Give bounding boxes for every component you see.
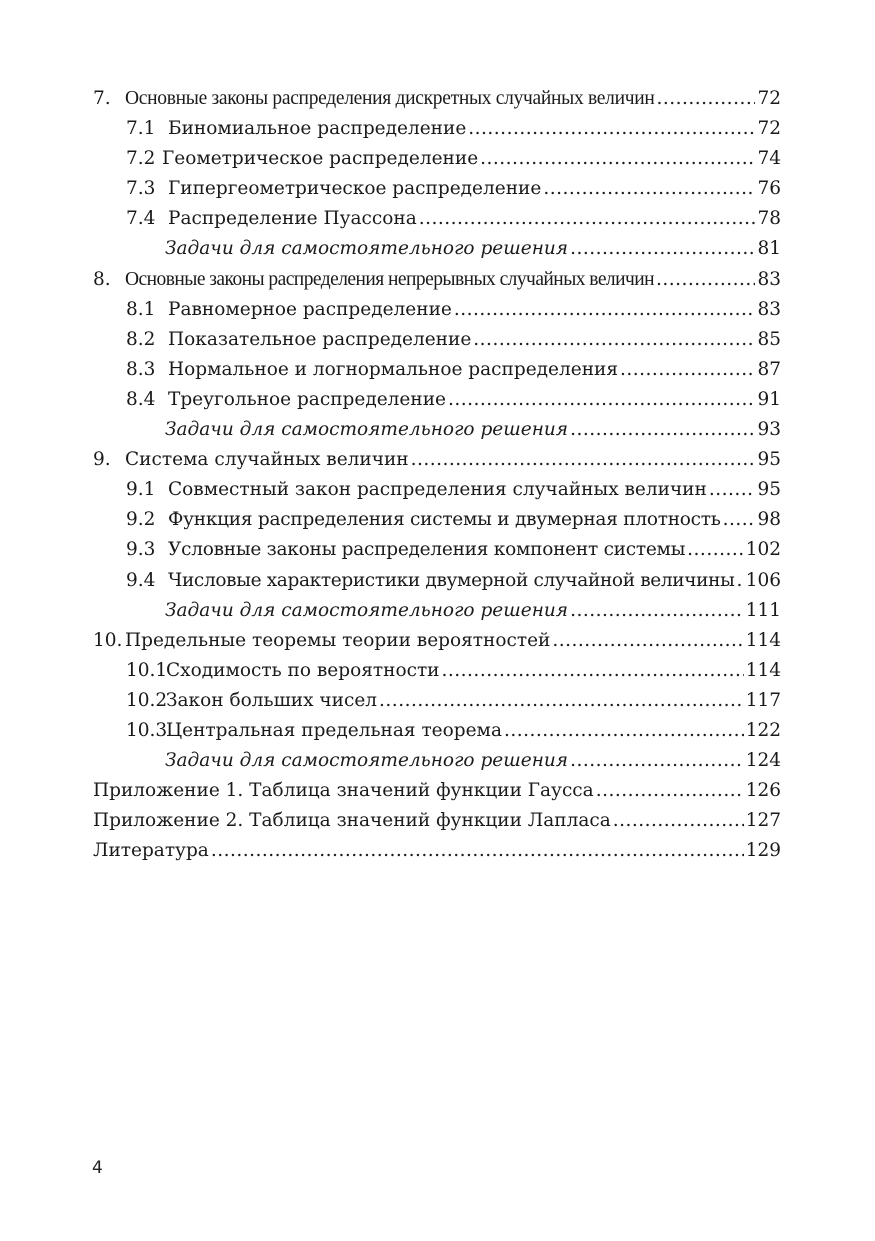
toc-entry-page: 95 — [757, 479, 781, 501]
toc-entry[interactable] — [93, 776, 781, 806]
toc-entry-page: 129 — [745, 840, 781, 862]
toc-entry[interactable] — [93, 716, 781, 746]
toc-entry[interactable] — [93, 144, 781, 174]
toc-entry-title: Биномиальное распределение — [168, 118, 467, 140]
toc-entry-page: 124 — [745, 750, 781, 772]
toc-leader-dots — [656, 265, 755, 295]
toc-entry-title: Условные законы распределения компонент системы — [168, 539, 686, 561]
toc-entry-title: Задачи для самостоятельного решения — [165, 599, 569, 621]
toc-entry-page: 126 — [745, 780, 781, 802]
toc-leader-dots — [657, 84, 756, 114]
toc-entry-page: 127 — [745, 810, 781, 832]
toc-entry-number: 9.3 — [126, 539, 156, 561]
toc-entry-page: 114 — [745, 659, 781, 681]
toc-leader-dots — [543, 174, 755, 204]
toc-entry-title: Приложение 1. Таблица значений функции Гаусса — [93, 780, 594, 802]
toc-entry-number: 10.2 — [126, 689, 168, 711]
toc-entry[interactable] — [93, 505, 781, 535]
toc-entry-title: Треугольное распределение — [168, 388, 446, 410]
toc-entry-page: 78 — [757, 208, 781, 230]
toc-entry-page: 98 — [757, 509, 781, 531]
toc-entry-title: Показательное распределение — [168, 328, 472, 350]
toc-entry-title: Задачи для самостоятельного решения — [165, 238, 569, 260]
toc-entry-title: Основные законы распределения непрерывных случайных величин — [125, 268, 655, 290]
toc-entry[interactable] — [93, 566, 781, 596]
toc-entry-page: 106 — [745, 569, 781, 591]
toc-entry-title: Задачи для самостоятельного решения — [165, 750, 569, 772]
toc-entry-number: 9.2 — [126, 509, 156, 531]
toc-entry-page: 72 — [757, 88, 781, 109]
toc-entry-page: 83 — [757, 298, 781, 320]
toc-entry[interactable] — [93, 234, 781, 264]
toc-leader-dots — [419, 204, 756, 234]
toc-entry[interactable] — [93, 686, 781, 716]
toc-leader-dots — [379, 686, 744, 716]
toc-entry-number: 10. — [93, 629, 123, 651]
toc-leader-dots — [442, 656, 744, 686]
toc-entry-title: Литература — [93, 840, 209, 862]
toc-leader-dots — [473, 325, 755, 355]
toc-entry[interactable] — [93, 656, 781, 686]
toc-leader-dots — [687, 535, 744, 565]
toc-entry-page: 102 — [745, 539, 781, 561]
toc-leader-dots — [570, 234, 755, 264]
toc-leader-dots — [723, 505, 756, 535]
toc-entry[interactable] — [93, 836, 781, 866]
toc-entry-number: 8. — [93, 268, 111, 290]
toc-leader-dots — [448, 385, 755, 415]
toc-entry-title: Сходимость по вероятности — [166, 659, 440, 681]
toc-entry[interactable] — [93, 295, 781, 325]
toc-entry[interactable] — [93, 325, 781, 355]
toc-entry[interactable] — [93, 445, 781, 475]
toc-leader-dots — [709, 475, 756, 505]
toc-entry[interactable] — [93, 204, 781, 234]
toc-entry-number: 8.4 — [126, 388, 156, 410]
toc-entry-number: 7.4 — [126, 208, 156, 230]
toc-leader-dots — [736, 566, 743, 596]
toc-entry-page: 114 — [745, 629, 781, 651]
toc-entry-page: 91 — [757, 388, 781, 410]
toc-entry-page: 87 — [757, 358, 781, 380]
toc-leader-dots — [620, 355, 755, 385]
toc-entry-title: Функция распределения системы и двумерная плотность — [168, 509, 721, 531]
toc-entry[interactable] — [93, 385, 781, 415]
toc-leader-dots — [570, 415, 755, 445]
table-of-contents — [93, 84, 781, 866]
toc-entry-number: 8.2 — [126, 328, 156, 350]
toc-entry-title: Закон больших чисел — [166, 689, 378, 711]
toc-entry-title: Приложение 2. Таблица значений функции Лапласа — [93, 810, 611, 832]
toc-leader-dots — [552, 626, 743, 656]
toc-entry-page: 81 — [757, 238, 781, 260]
toc-entry-number: 8.3 — [126, 358, 156, 380]
toc-entry-title: Нормальное и логнормальное распределения — [168, 358, 619, 380]
toc-leader-dots — [211, 836, 744, 866]
toc-entry-page: 83 — [757, 268, 781, 290]
toc-leader-dots — [468, 114, 755, 144]
toc-entry-page: 117 — [745, 689, 781, 711]
toc-entry-page: 93 — [757, 419, 781, 441]
toc-leader-dots — [570, 746, 744, 776]
toc-entry-number: 10.3 — [126, 719, 168, 741]
toc-entry[interactable] — [93, 114, 781, 144]
toc-entry[interactable] — [93, 596, 781, 626]
page-number: 4 — [92, 1158, 103, 1178]
toc-entry[interactable] — [93, 84, 781, 114]
toc-leader-dots — [570, 596, 744, 626]
toc-entry-number: 10.1 — [126, 659, 168, 681]
toc-entry-page: 95 — [757, 449, 781, 471]
toc-entry-number: 8.1 — [126, 298, 156, 320]
toc-entry-title: Предельные теоремы теории вероятностей — [125, 629, 551, 651]
toc-entry[interactable] — [93, 626, 781, 656]
toc-entry-title: Равномерное распределение — [168, 298, 452, 320]
toc-leader-dots — [480, 144, 755, 174]
toc-entry-page: 85 — [757, 328, 781, 350]
toc-entry[interactable] — [93, 415, 781, 445]
toc-entry-page: 72 — [757, 118, 781, 140]
toc-entry-number: 7. — [93, 88, 111, 109]
toc-entry-title: Числовые характеристики двумерной случайной величины — [168, 569, 735, 591]
toc-entry-number: 9. — [93, 449, 111, 471]
toc-leader-dots — [454, 295, 756, 325]
toc-entry-number: 9.4 — [126, 569, 156, 591]
toc-entry-number: 9.1 — [126, 479, 156, 501]
toc-entry-number: 7.1 — [126, 118, 156, 140]
toc-entry[interactable] — [93, 355, 781, 385]
toc-entry-title: Геометрическое распределение — [162, 148, 479, 170]
toc-entry-page: 76 — [757, 178, 781, 200]
toc-entry-title: Система случайных величин — [125, 449, 409, 471]
toc-entry-number: 7.2 — [126, 148, 156, 170]
toc-entry[interactable] — [93, 475, 781, 505]
toc-entry-page: 111 — [745, 599, 781, 621]
toc-leader-dots — [504, 716, 744, 746]
toc-entry-title: Распределение Пуассона — [168, 208, 417, 230]
toc-entry[interactable] — [93, 265, 781, 295]
toc-entry[interactable] — [93, 174, 781, 204]
toc-leader-dots — [596, 776, 744, 806]
toc-leader-dots — [613, 806, 744, 836]
toc-entry-title: Центральная предельная теорема — [166, 719, 502, 741]
toc-entry[interactable] — [93, 535, 781, 565]
toc-entry-title: Основные законы распределения дискретных случайных величин — [125, 88, 655, 109]
toc-leader-dots — [411, 445, 756, 475]
toc-entry-title: Гипергеометрическое распределение — [168, 178, 542, 200]
toc-entry-title: Задачи для самостоятельного решения — [165, 419, 569, 441]
toc-entry-page: 122 — [745, 719, 781, 741]
toc-entry[interactable] — [93, 806, 781, 836]
toc-entry-title: Совместный закон распределения случайных величин — [168, 479, 707, 501]
toc-entry-page: 74 — [757, 148, 781, 170]
toc-entry-number: 7.3 — [126, 178, 156, 200]
toc-entry[interactable] — [93, 746, 781, 776]
